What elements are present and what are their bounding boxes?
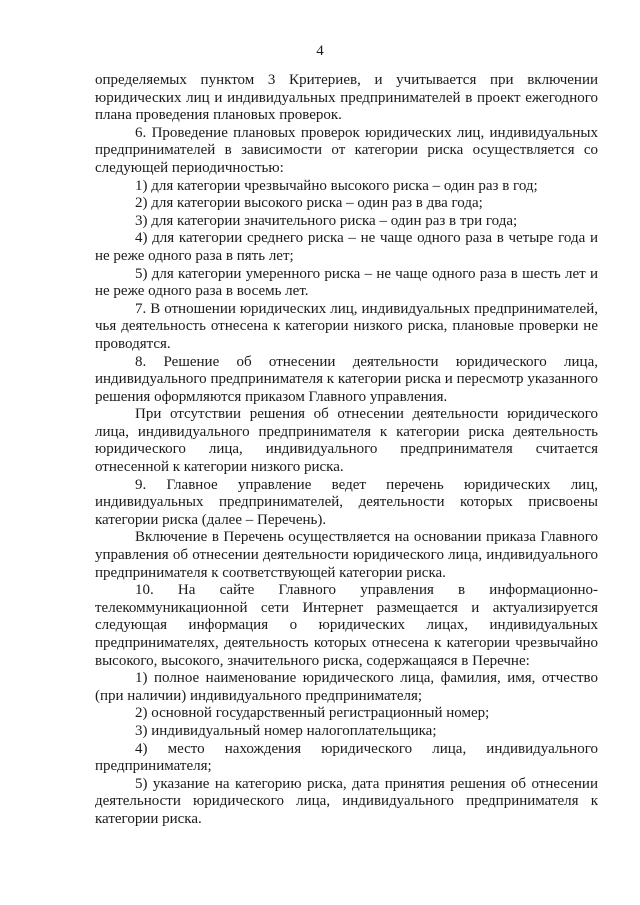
list-item-info-1: 1) полное наименование юридического лица, фамилия, имя, отчество (при наличии) индивидуального предпринимателя; <box>95 670 598 704</box>
paragraph-item-8-note: При отсутствии решения об отнесении деятельности юридического лица, индивидуального предпринимателя к категории риска деятельность юридического лица, индивидуального предпринимателя считается отнесенной к категории низкого риска. <box>95 406 598 476</box>
list-item-info-5: 5) указание на категорию риска, дата принятия решения об отнесении деятельности юридического лица, индивидуального предпринимателя к категории риска. <box>95 775 598 827</box>
paragraph-item-10: 10. На сайте Главного управления в информационно-телекоммуникационной сети Интернет размещается и актуализируется следующая информация о юридических лицах, индивидуальных предпринимателях, деятельность которых отнесена к категории чрезвычайно высокого, высокого, значительного риска, содержащаяся в Перечне: <box>95 582 598 669</box>
list-item-risk-1: 1) для категории чрезвычайно высокого риска – один раз в год; <box>135 177 538 194</box>
paragraph-item-7: 7. В отношении юридических лиц, индивидуальных предпринимателей, чья деятельность отнесена к категории низкого риска, плановые проверки не проводятся. <box>95 300 598 352</box>
list-item-info-2: 2) основной государственный регистрационный номер; <box>135 705 490 722</box>
document-body <box>95 72 598 829</box>
list-item-info-4: 4) место нахождения юридического лица, индивидуального предпринимателя; <box>95 740 598 775</box>
paragraph-item-6: 6. Проведение плановых проверок юридических лиц, индивидуальных предпринимателей в зависимости от категории риска осуществляется со следующей периодичностью: <box>95 124 598 176</box>
paragraph-item-9-inclusion: Включение в Перечень осуществляется на основании приказа Главного управления об отнесении деятельности юридического лица, индивидуального предпринимателя к соответствующей категории риска. <box>95 529 598 581</box>
list-item-risk-4: 4) для категории среднего риска – не чаще одного раза в четыре года и не реже одного раза в пять лет; <box>95 230 598 264</box>
paragraph-item-9: 9. Главное управление ведет перечень юридических лиц, индивидуальных предпринимателей, деятельности которых присвоены категории риска (далее – Перечень). <box>95 476 598 528</box>
list-item-risk-2: 2) для категории высокого риска – один раз в два года; <box>135 195 483 212</box>
list-item-risk-5: 5) для категории умеренного риска – не чаще одного раза в шесть лет и не реже одного раза в восемь лет. <box>95 265 598 300</box>
page-number: 4 <box>316 43 324 59</box>
paragraph-item-8: 8. Решение об отнесении деятельности юридического лица, индивидуального предпринимателя к категории риска и пересмотр указанного решения оформляются приказом Главного управления. <box>95 353 598 405</box>
list-item-info-3: 3) индивидуальный номер налогоплательщика; <box>135 722 437 739</box>
paragraph-continuation: определяемых пунктом 3 Критериев, и учитывается при включении юридических лиц и индивидуальных предпринимателей в проект ежегодного плана проведения плановых проверок. <box>95 72 598 124</box>
list-item-risk-3: 3) для категории значительного риска – один раз в три года; <box>135 212 518 229</box>
